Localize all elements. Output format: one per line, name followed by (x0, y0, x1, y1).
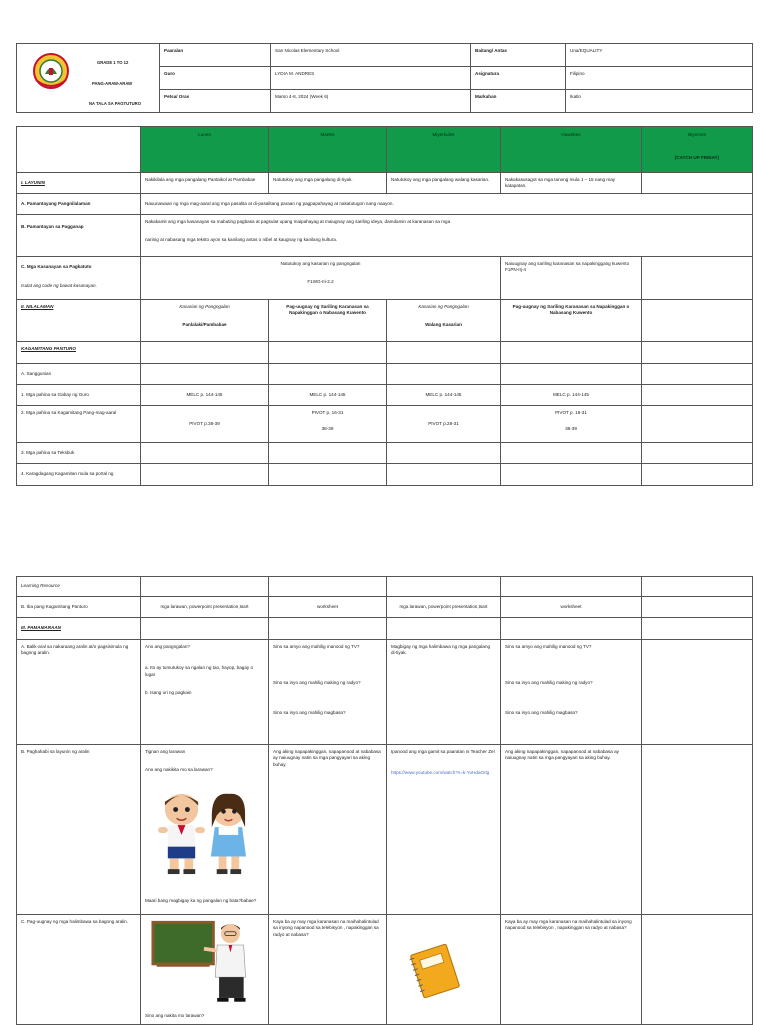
kasanayan-thursday: Naiuugnay ang sariling karanasan sa napakinggang kuwento F1PN-IIj-4 (501, 257, 642, 300)
nilalaman-monday (141, 300, 269, 342)
balik-aral-wednesday: Magbigay ng mga halimbawa ng mga pangalang di-tiyak. (387, 640, 501, 745)
mag-tuesday (269, 406, 387, 443)
pamantayan-pagganap-label: B. Pamantayan sa Pagganap (17, 215, 141, 257)
nilalaman-wednesday-line1: Kasarian ng Pangngalan (418, 304, 469, 309)
lesson-table-page1 (16, 126, 753, 486)
grade-level-label: Baitang/ Antas (471, 44, 566, 67)
balik-aral-tuesday-q1: Sino sa amyo ang mahilig manood ng TV? (273, 644, 360, 649)
paghahabi-thursday: Ang aking napapakinggan, napapanood at nababasa ay naiuugnay natin sa mga pangyayari sa aking buhay. (501, 745, 642, 915)
log-subtitle: NA TALA SA PAGTUTURO (89, 101, 141, 106)
header-table (16, 43, 753, 113)
layunin-wednesday: Natutukoy ang mga pangalang walang kasarian. (387, 173, 501, 194)
gabay-guro-label: 1. Mga pahina sa Gabay ng Guro (17, 385, 141, 406)
corner-cell (17, 127, 141, 173)
pamantayan-pagganap-line2: narinig at nabasang mga teksto ayon sa kanilang antas o nibel at kaugnay ng kanilang kultura. (145, 237, 338, 243)
kasanayan-center (141, 257, 501, 300)
grade-level-value: Una/EQUALITY (566, 44, 753, 67)
pamantayan-pagganap-text (141, 215, 753, 257)
paghahabi-monday-instruction: Tignan ang larawan (145, 749, 186, 754)
day-tuesday: Martes (269, 127, 387, 173)
pag-uugnay-wednesday (387, 915, 501, 1025)
day-thursday: Huwebes (501, 127, 642, 173)
pag-uugnay-label: C. Pag-uugnay ng mga halimbawa sa bagong aralin. (17, 915, 141, 1025)
balik-aral-monday (141, 640, 269, 745)
grade-label: GRADE 1 TO 12 (97, 60, 129, 65)
iba-pang-kagamitan-label: B. Iba pang Kagamitang Panturo (17, 597, 141, 618)
youtube-video-link[interactable]: https://www.youtube.com/watch?v=k-YuHdaOrlg (391, 770, 490, 776)
balik-aral-thursday-q3: Sino sa inyo ang mahilig magbasa? (505, 709, 578, 715)
kasanayan-center-line1: Natutukoy ang kasarian ng pangngalan (280, 261, 361, 266)
mag-thursday-line1: PIVOT p. 16-31 (555, 410, 587, 415)
paghahabi-monday-prompt: Maari bang magbigay ka ng pangalan ng bata?babae? (145, 897, 257, 903)
balik-aral-thursday-q2: Sino sa inyo ang mahilig making ng radyo? (505, 680, 593, 686)
teacher-blackboard-illustration (151, 919, 255, 1005)
paghahabi-tuesday: Ang aking napapakinggan, napapanood at nababasa ay naiuugnay natin sa mga pangyayari sa aking buhay. (269, 745, 387, 915)
nilalaman-monday-line2: Panlalaki/Pambabae (182, 322, 227, 328)
pag-uugnay-thursday: Kaya ba ay may mga karanasan na maihahalintulad sa inyong napanood sa telebisyon , napakinggan sa radyo at nabasa? (501, 915, 642, 1025)
quarter-label: Markahan (471, 90, 566, 113)
teacher-value: LYDIA M. ANDRES (271, 67, 471, 90)
gabay-tuesday: MELC p. 144-145 (269, 385, 387, 406)
log-title: PANG-ARAW-ARAW (92, 81, 133, 86)
pamantayang-pangnilalaman-label: A. Pamantayang Pangnilalaman (17, 194, 141, 215)
balik-aral-thursday-q1: Sino sa amyo ang mahilig manood ng TV? (505, 644, 592, 649)
pag-uugnay-tuesday: Kaya ba ay may mga karanasan na maihahalintulad sa inyong napanood sa telebisyon , napakinggan sa radyo at nabasa? (269, 915, 387, 1025)
gabay-thursday: MELC p. 144-145 (501, 385, 642, 406)
paghahabi-wednesday (387, 745, 501, 915)
catch-up-friday-note: (CATCH UP FRIDAY) (674, 155, 720, 161)
school-value: San Nicolas Elementary School (271, 44, 471, 67)
school-seal-logo (31, 52, 71, 90)
lesson-table-page2 (16, 576, 753, 1025)
quarter-value: Ikatlo (566, 90, 753, 113)
paghahabi-wednesday-instruction: Ipanood ang mga gamit sa paaralan ni Teacher Zel (391, 749, 495, 754)
mag-tuesday-line1: PIVOT p. 16-31 (311, 410, 344, 415)
mag-monday: PIVOT p.38-39 (141, 406, 269, 443)
nilalaman-label: II. NILALAMAN (17, 300, 141, 342)
date-label: Petsa/ Oras (160, 90, 271, 113)
mag-tuesday-line2: 38-39 (321, 426, 334, 432)
teacher-label: Guro (160, 67, 271, 90)
day-monday: Lunes (141, 127, 269, 173)
paghahabi-monday-question: Ano ang nakikita mo sa larawan? (145, 767, 213, 773)
mag-thursday (501, 406, 642, 443)
layunin-tuesday: Natutukoy ang mga pangalang di-tiyak. (269, 173, 387, 194)
portal-label: 4. Karagdagang Kagamitan mula sa portal ng (17, 464, 141, 486)
iba-thursday: worksheet (501, 597, 642, 618)
pag-uugnay-monday-question: Sino ang nakita mo larawan? (145, 1013, 205, 1018)
mag-wednesday: PIVOT p.28-31 (387, 406, 501, 443)
kasanayan-friday (642, 257, 753, 300)
sanggunian-label: A. Sanggunian (17, 364, 141, 385)
date-value: Marso 4-8, 2024 (Week 6) (271, 90, 471, 113)
balik-aral-tuesday-q3: Sino sa inyo ang mahilig magbasa? (273, 709, 346, 715)
nilalaman-thursday: Pag-uugnay ng Sariling Karanasan sa Napakinggan o Nabasang Kuwento (501, 300, 642, 342)
layunin-monday: Nakikilala ang mga pangalang Pantaikol at Pambabae (141, 173, 269, 194)
kagamitan-label: KAGAMITANG PANTURO (17, 342, 141, 364)
balik-aral-label: A. Balik-aral sa nakaraang aralin at/o pagsisimula ng bagong aralin. (17, 640, 141, 745)
nilalaman-wednesday (387, 300, 501, 342)
nilalaman-wednesday-line2: Walang Kasarian (425, 322, 462, 328)
pamamaraan-label: III. PAMAMARAAN (17, 618, 141, 640)
kasanayan-sublabel: Isulat ang code ng bawat kasanayan. (21, 283, 97, 289)
iba-monday: mga larawan, powerpoint presentation,tsart (141, 597, 269, 618)
day-wednesday: Miyerkules (387, 127, 501, 173)
school-logo-cell (17, 44, 160, 113)
layunin-friday (642, 173, 753, 194)
day-friday-label: Biyernes (688, 132, 706, 137)
gabay-monday: MELC p. 144-145 (141, 385, 269, 406)
nilalaman-monday-line1: Kasarian ng Pangngalan (179, 304, 230, 309)
kasanayan-label: C. Mga Kasanayan sa Pagkatuto (21, 264, 92, 269)
nilalaman-friday (642, 300, 753, 342)
balik-aral-thursday (501, 640, 642, 745)
kasanayan-code: F1WG-IIi-2.2 (307, 279, 334, 285)
school-label: Paaralan (160, 44, 271, 67)
layunin-label: I. LAYUNIN (17, 173, 141, 194)
layunin-thursday: Nakakasusagot sa mga tanong mula 1 – 15 nang may katapatan. (501, 173, 642, 194)
balik-aral-monday-b: b. Isang uri ng pagkain (145, 690, 192, 696)
day-friday (642, 127, 753, 173)
balik-aral-monday-q: Ano ang pangngalan? (145, 644, 190, 649)
children-illustration (149, 788, 259, 876)
iba-tuesday: worksheet (269, 597, 387, 618)
paghahabi-label: B. Paghahabi sa layunin ng aralin (17, 745, 141, 915)
kasanayan-cell (17, 257, 141, 300)
notebook-illustration (405, 943, 465, 999)
pag-uugnay-monday (141, 915, 269, 1025)
gabay-wednesday: MELC p. 144-145 (387, 385, 501, 406)
iba-wednesday: mga larawan, powerpoint presentation,tsart (387, 597, 501, 618)
pamantayan-pagganap-line1: Nakakamit ang mga kasanayan sa mabuting pagbasa at pagsulat upang maipahayag at maiugnay ang sariling ideya, damdamin at karanasan sa mga (145, 219, 451, 224)
teksbuk-label: 3. Mga pahina sa Teksbuk (17, 443, 141, 464)
kagamitang-mag-aaral-label: 2. Mga pahina sa Kagamitang Pang-mag-aaral (17, 406, 141, 443)
subject-label: Asignatura (471, 67, 566, 90)
paghahabi-monday (141, 745, 269, 915)
mag-thursday-line2: 38-39 (565, 426, 577, 432)
balik-aral-monday-a: a. Ito ay tumutukoy sa ngalan ng tao, hayop, bagay o lugar (145, 665, 254, 677)
pamantayang-pangnilalaman-text: Nauunawaan ng mga mag-aaral ang mga pasalita at di-pasalitang paraan ng pagpapahayag at nakatutugon nang naayon. (141, 194, 753, 215)
learning-resource-label: Learning Resource (17, 577, 141, 597)
balik-aral-tuesday-q2: Sino sa inyo ang mahilig making ng radyo? (273, 680, 361, 686)
balik-aral-tuesday (269, 640, 387, 745)
nilalaman-tuesday: Pag-uugnay ng Sariling Karanasan sa Napakinggan o Nabasang Kuwento (269, 300, 387, 342)
subject-value: Filipino (566, 67, 753, 90)
